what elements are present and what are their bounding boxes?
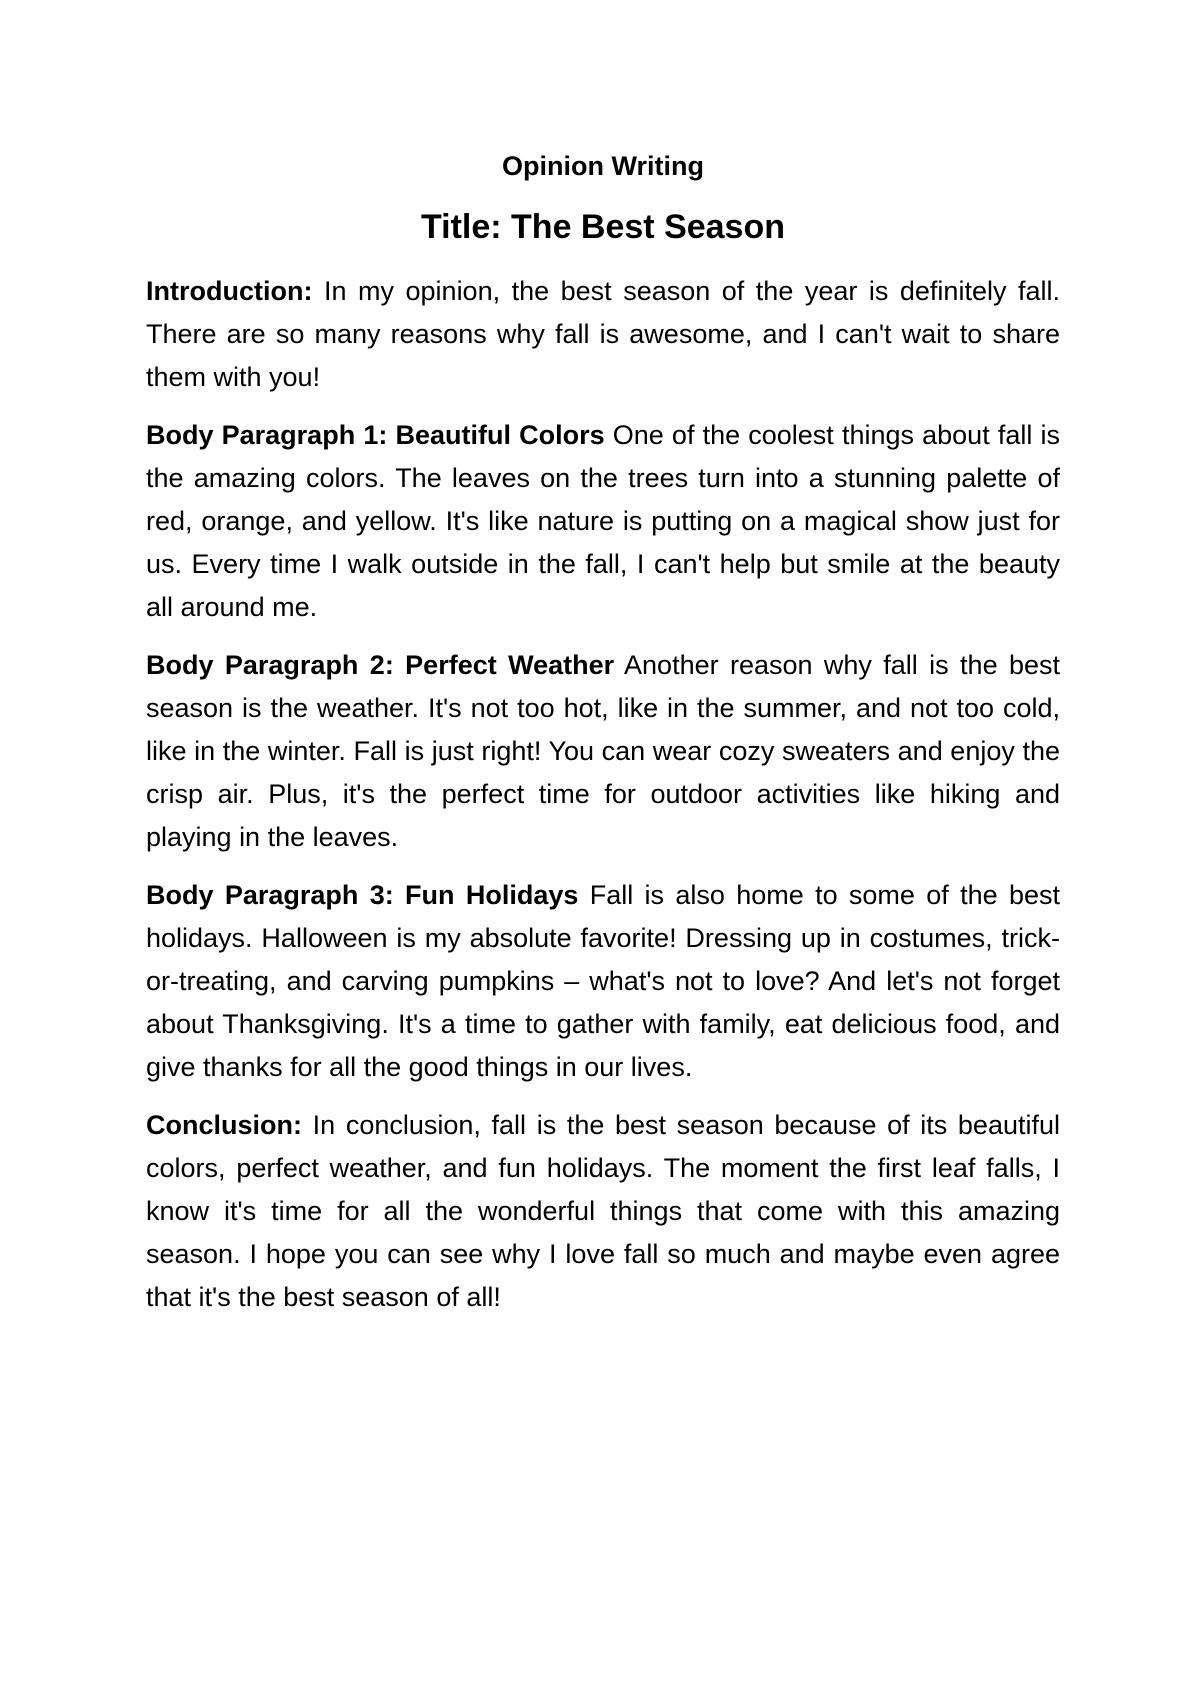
paragraph-label: Body Paragraph 1: Beautiful Colors bbox=[146, 420, 605, 450]
paragraph-text: Another reason why fall is the best season is the weather. It's not too hot, like in the summer, and not too cold, like in the winter. Fall is just right! You can wear cozy sweaters and enjoy the crisp air. Plus, it's the perfect time for outdoor activities like hiking and playing in the leaves. bbox=[146, 650, 1060, 852]
document-title: Title: The Best Season bbox=[420, 208, 786, 246]
body-paragraph-1 bbox=[146, 414, 1060, 629]
paragraph-text: Fall is also home to some of the best holidays. Halloween is my absolute favorite! Dressing up in costumes, trick-or-treating, and carving pumpkins – what's not to love? And let's not forget about Thanksgiving. It's a time to gather with family, eat delicious food, and give thanks for all the good things in our lives. bbox=[146, 880, 1060, 1082]
document-content bbox=[146, 146, 1060, 1334]
body-paragraph-3 bbox=[146, 874, 1060, 1089]
introduction-paragraph bbox=[146, 270, 1060, 399]
paragraph-label: Body Paragraph 3: Fun Holidays bbox=[146, 880, 579, 910]
document-type-heading: Opinion Writing bbox=[502, 151, 704, 181]
paragraph-text: In my opinion, the best season of the year is definitely fall. There are so many reasons why fall is awesome, and I can't wait to share them with you! bbox=[146, 276, 1060, 392]
paragraph-text: In conclusion, fall is the best season because of its beautiful colors, perfect weather, and fun holidays. The moment the first leaf falls, I know it's time for all the wonderful things that come with this amazing season. I hope you can see why I love fall so much and maybe even agree that it's the best season of all! bbox=[146, 1110, 1060, 1312]
paragraph-label: Introduction: bbox=[146, 276, 313, 306]
body-paragraph-2 bbox=[146, 644, 1060, 859]
paragraph-label: Body Paragraph 2: Perfect Weather bbox=[146, 650, 615, 680]
paragraph-text: One of the coolest things about fall is the amazing colors. The leaves on the trees turn into a stunning palette of red, orange, and yellow. It's like nature is putting on a magical show just for us. Every time I walk outside in the fall, I can't help but smile at the beauty all around me. bbox=[146, 420, 1060, 622]
conclusion-paragraph bbox=[146, 1104, 1060, 1319]
paragraph-label: Conclusion: bbox=[146, 1110, 302, 1140]
